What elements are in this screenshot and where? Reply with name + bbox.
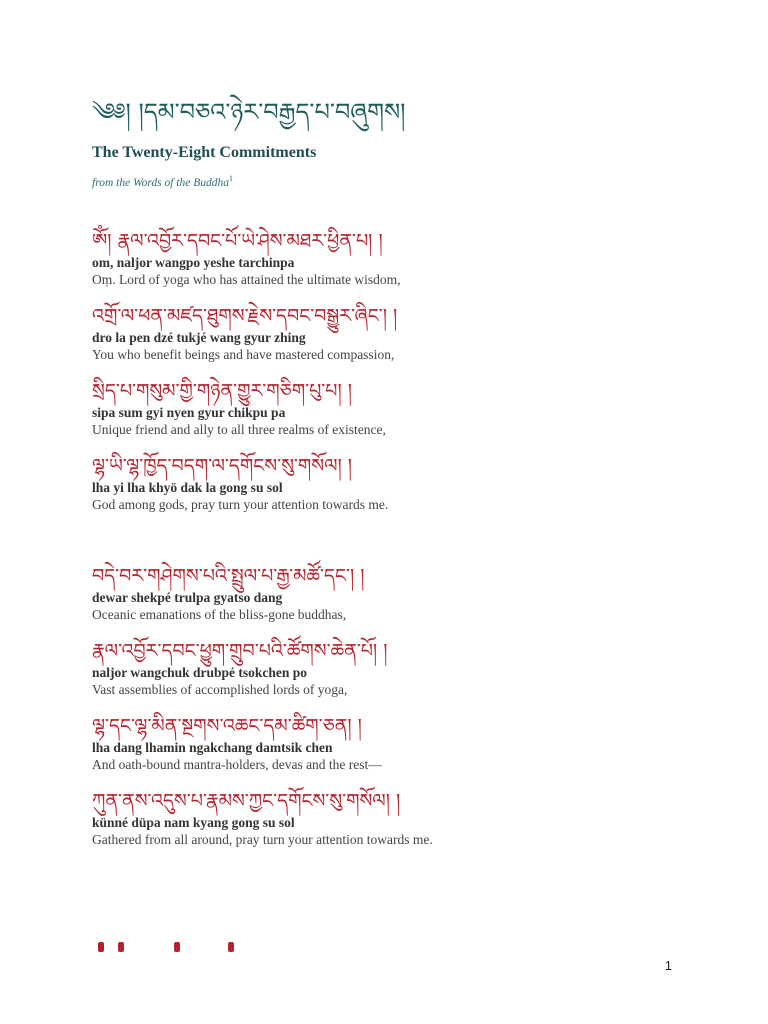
translation-line: You who benefit beings and have mastered compassion,	[92, 347, 395, 362]
verse-line-4	[92, 455, 712, 513]
subtitle-text: from the Words of the Buddha	[92, 176, 230, 189]
translation-line: God among gods, pray turn your attention towards me.	[92, 497, 389, 512]
tibetan-line: ལྷ་ཡི་ལྷ་ཁྱོད་བདག་ལ་དགོངས་སུ་གསོལ། །	[92, 455, 352, 477]
glyph-fragment	[228, 942, 234, 952]
translation-line: Unique friend and ally to all three realms of existence,	[92, 422, 386, 437]
page-number: 1	[664, 958, 672, 973]
tibetan-line: རྣལ་འབྱོར་དབང་ཕྱུག་གྲུབ་པའི་ཚོགས་ཆེན་པོ། །	[92, 640, 388, 662]
phonetic-line: naljor wangchuk drubpé tsokchen po	[92, 665, 308, 680]
page-title: The Twenty-Eight Commitments	[92, 144, 317, 161]
phonetic-line: om, naljor wangpo yeshe tarchinpa	[92, 255, 295, 270]
glyph-fragment	[98, 942, 104, 952]
verse-line-6	[92, 640, 712, 698]
glyph-fragment	[174, 942, 180, 952]
phonetic-line: lha yi lha khyö dak la gong su sol	[92, 480, 283, 495]
translation-line: Oceanic emanations of the bliss-gone buddhas,	[92, 607, 347, 622]
translation-line: And oath-bound mantra-holders, devas and the rest—	[92, 757, 382, 772]
tibetan-title: ༄༅། །དམ་བཅའ་ཉེར་བརྒྱད་པ་བཞུགས།	[92, 98, 406, 126]
tibetan-line: ལྷ་དང་ལྷ་མིན་སྔགས་འཆང་དམ་ཚིག་ཅན། །	[92, 715, 362, 737]
phonetic-line: dro la pen dzé tukjé wang gyur zhing	[92, 330, 306, 345]
footnote-link[interactable]: 1	[229, 174, 234, 183]
translation-line: Oṃ. Lord of yoga who has attained the ultimate wisdom,	[92, 272, 401, 287]
phonetic-line: dewar shekpé trulpa gyatso dang	[92, 590, 283, 605]
subtitle	[92, 174, 233, 189]
verse-line-8	[92, 790, 712, 848]
tibetan-line: ཨོཾ། རྣལ་འབྱོར་དབང་པོ་ཡེ་ཤེས་མཐར་ཕྱིན་པ། །	[92, 230, 383, 252]
tibetan-line: བདེ་བར་གཤེགས་པའི་སྤྲུལ་པ་རྒྱ་མཚོ་དང་། །	[92, 565, 365, 587]
tibetan-line: སྲིད་པ་གསུམ་གྱི་གཉེན་གྱུར་གཅིག་པུ་པ། །	[92, 380, 352, 402]
verse-line-3	[92, 380, 712, 438]
phonetic-line: künné düpa nam kyang gong su sol	[92, 815, 295, 830]
translation-line: Vast assemblies of accomplished lords of yoga,	[92, 682, 348, 697]
glyph-fragment	[118, 942, 124, 952]
phonetic-line: lha dang lhamin ngakchang damtsik chen	[92, 740, 333, 755]
verse-line-1	[92, 230, 712, 288]
tibetan-line: ཀུན་ནས་འདུས་པ་རྣམས་ཀྱང་དགོངས་སུ་གསོལ། །	[92, 790, 401, 812]
tibetan-line: འགྲོ་ལ་ཕན་མཛད་ཐུགས་རྗེས་དབང་བསྒྱུར་ཞིང་། །	[92, 305, 398, 327]
verse-line-7	[92, 715, 712, 773]
cut-off-next-line	[92, 938, 252, 954]
verse-line-2	[92, 305, 712, 363]
translation-line: Gathered from all around, pray turn your attention towards me.	[92, 832, 433, 847]
verse-line-5	[92, 565, 712, 623]
phonetic-line: sipa sum gyi nyen gyur chikpu pa	[92, 405, 286, 420]
